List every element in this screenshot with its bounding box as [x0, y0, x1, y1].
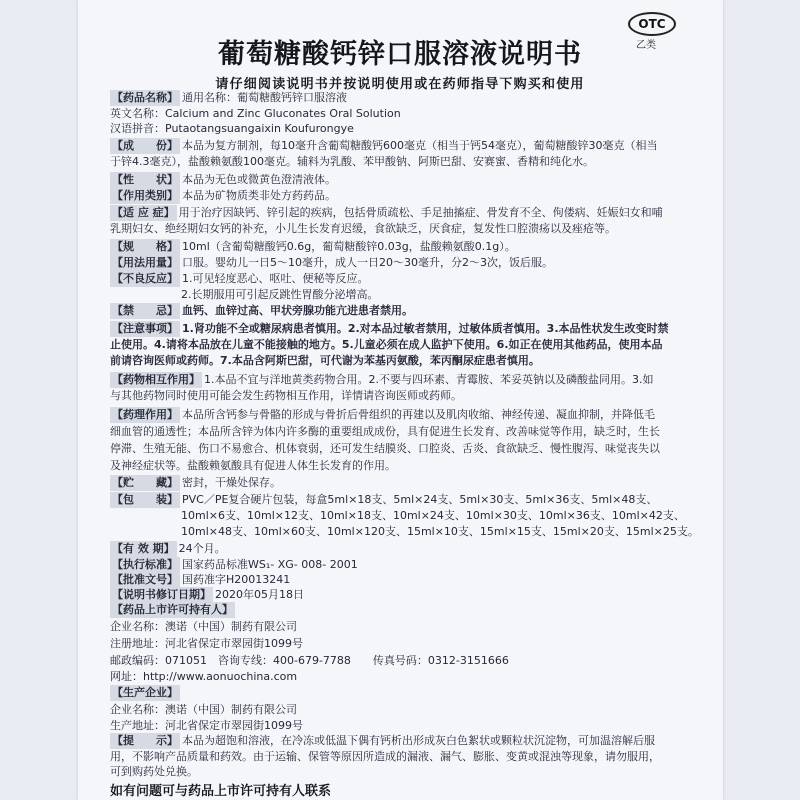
precautions-text-3: 前请咨询医师或药师。7.本品含阿斯巴甜，可代谢为苯基丙氨酸，苯丙酮尿症患者慎用。 — [110, 354, 540, 367]
footer-contact-note: 如有问题可与药品上市许可持有人联系 — [110, 784, 332, 799]
pinyin-name: 汉语拼音：Putaotangsuangaixin Koufurongye — [110, 122, 354, 135]
interactions-text-1: 1.本品不宜与洋地黄类药物合用。2.不要与四环素、青霉胺、苯妥英钠以及磷酸盐同用。3.如 — [204, 373, 654, 386]
spec-row — [110, 239, 516, 255]
pharmacology-text-4: 及神经症状等。盐酸赖氨酸具有促进人体生长发育的作用。 — [110, 459, 396, 472]
otc-badge: OTC — [628, 12, 676, 36]
revision-text: 2020年05月18日 — [215, 588, 304, 601]
adverse-label: 【 不良反应 】 — [110, 271, 180, 287]
indications-text-2: 乳期妇女、绝经期妇女钙的补充，小儿生长发育迟缓，食欲缺乏，厌食症，复发性口腔溃疡以及痤疮等。 — [110, 222, 616, 235]
document-subtitle: 请仔细阅读说明书并按说明使用或在药师指导下购买和使用 — [215, 77, 585, 92]
validity-text: 24个月。 — [178, 542, 226, 555]
manufacturer-heading — [110, 685, 182, 701]
manufacturer-company: 企业名称：澳诺（中国）制药有限公司 — [110, 703, 297, 716]
appearance-row — [110, 172, 336, 188]
spec-text: 10ml（含葡萄糖酸钙0.6g，葡萄糖酸锌0.03g，盐酸赖氨酸0.1g）。 — [182, 240, 516, 253]
manufacturer-address: 生产地址：河北省保定市翠园街1099号 — [110, 719, 303, 732]
notice-label: 【 提 示 】 — [110, 733, 180, 749]
holder-heading — [110, 602, 237, 618]
notice-row — [110, 733, 655, 749]
standard-row — [110, 557, 358, 573]
category-row — [110, 188, 336, 204]
validity-label: 【 有 效 期 】 — [110, 541, 177, 557]
interactions-row — [110, 372, 653, 388]
ingredients-label: 【 成 份 】 — [110, 138, 180, 154]
holder-label: 【 药品上市许可持有人 】 — [110, 602, 235, 618]
interactions-label: 【 药物相互作用 】 — [110, 372, 202, 388]
dosage-row — [110, 255, 553, 271]
storage-label: 【 贮 藏 】 — [110, 475, 180, 491]
generic-name: 通用名称：葡萄糖酸钙锌口服溶液 — [182, 91, 347, 104]
appearance-text: 本品为无色或微黄色澄清液体。 — [182, 173, 336, 186]
package-text-3: 10ml×48支、10ml×60支、10ml×120支、15ml×10支、15ml×15支、15ml×20支、15ml×25支。 — [181, 525, 699, 538]
adverse-text-2: 2.长期服用可引起反跳性胃酸分泌增高。 — [181, 288, 379, 301]
spec-label: 【 规 格 】 — [110, 239, 180, 255]
contraindications-text: 血钙、血锌过高、甲状旁腺功能亢进患者禁用。 — [182, 304, 413, 317]
holder-address: 注册地址：河北省保定市翠园街1099号 — [110, 637, 303, 650]
precautions-text-1: 1.肾功能不全或糖尿病患者慎用。2.对本品过敏者禁用，过敏体质者慎用。3.本品性状发生改变时禁 — [182, 322, 669, 335]
document-title: 葡萄糖酸钙锌口服溶液说明书 — [218, 39, 582, 70]
indications-text-1: 用于治疗因缺钙、锌引起的疾病，包括骨质疏松、手足抽搐症、骨发育不全、佝偻病、妊娠妇女和哺 — [178, 206, 663, 219]
category-text: 本品为矿物质类非处方药药品。 — [182, 189, 336, 202]
notice-text-1: 本品为超饱和溶液，在冷冻或低温下偶有钙析出形成灰白色絮状或颗粒状沉淀物，可加温溶解后服 — [182, 734, 655, 747]
dosage-label: 【 用法用量 】 — [110, 255, 180, 271]
contraindications-row — [110, 303, 413, 319]
standard-text: 国家药品标准WS₁- XG- 008- 2001 — [182, 558, 358, 571]
english-name: 英文名称：Calcium and Zinc Gluconates Oral Solution — [110, 107, 401, 120]
package-row — [110, 492, 657, 508]
revision-row — [110, 587, 304, 603]
ingredients-text-1: 本品为复方制剂，每10毫升含葡萄糖酸钙600毫克（相当于钙54毫克），葡萄糖酸锌30毫克（相当 — [182, 139, 658, 152]
pharmacology-label: 【 药理作用 】 — [110, 407, 180, 423]
validity-row — [110, 541, 226, 557]
pharmacology-text-2: 细血管的通透性；本品所含锌为体内许多酶的重要组成成份，具有促进生长发育、改善味觉等作用，缺乏时，生长 — [110, 425, 660, 438]
approval-label: 【 批准文号 】 — [110, 572, 180, 588]
category-label: 【 作用类别 】 — [110, 188, 180, 204]
holder-website: 网址：http://www.aonuochina.com — [110, 670, 298, 683]
ingredients-text-2: 于锌4.3毫克），盐酸赖氨酸100毫克。辅料为乳酸、苯甲酸钠、阿斯巴甜、安赛蜜、香精和纯化水。 — [110, 155, 594, 168]
pharmacology-text-3: 停滞、生殖无能、伤口不易愈合、机体衰弱，还可发生结膜炎、口腔炎、舌炎、食欲缺乏、慢性腹泻、味觉丧失以 — [110, 442, 660, 455]
pharmacology-row — [110, 407, 655, 423]
holder-company: 企业名称：澳诺（中国）制药有限公司 — [110, 620, 297, 633]
notice-text-3: 可到购药处兑换。 — [110, 765, 198, 778]
storage-text: 密封，干燥处保存。 — [182, 476, 281, 489]
precautions-text-2: 止使用。4.请将本品放在儿童不能接触的地方。5.儿童必须在成人监护下使用。6.如正在使用其他药品，使用本品 — [110, 338, 663, 351]
adverse-text-1: 1.可见轻度恶心、呕吐、便秘等反应。 — [182, 272, 369, 285]
drug-name-row — [110, 90, 347, 106]
interactions-text-2: 与其他药物同时使用可能会发生药物相互作用，详情请咨询医师或药师。 — [110, 389, 462, 402]
contraindications-label: 【 禁 忌 】 — [110, 303, 180, 319]
holder-contact: 邮政编码：071051 咨询专线：400-679-7788 传真号码：0312-3151666 — [110, 654, 509, 667]
storage-row — [110, 475, 281, 491]
adverse-row — [110, 271, 369, 287]
approval-text: 国药准字H20013241 — [182, 573, 291, 586]
otc-class-label: 乙类 — [636, 40, 656, 51]
ingredients-row — [110, 138, 657, 154]
package-label: 【 包 装 】 — [110, 492, 180, 508]
drug-name-label: 【 药品名称 】 — [110, 90, 180, 106]
standard-label: 【 执行标准 】 — [110, 557, 180, 573]
dosage-text: 口服。婴幼儿一日5～10毫升，成人一日20～30毫升，分2～3次，饭后服。 — [182, 256, 553, 269]
indications-row — [110, 205, 663, 221]
notice-text-2: 用，不影响产品质量和药效。由于运输、保管等原因所造成的漏液、漏气、膨胀、变黄或混浊等现象，请勿服用， — [110, 750, 660, 763]
approval-row — [110, 572, 290, 588]
indications-label: 【 适 应 症 】 — [110, 205, 177, 221]
precautions-row — [110, 321, 669, 337]
manufacturer-label: 【 生产企业 】 — [110, 685, 180, 701]
pharmacology-text-1: 本品所含钙参与骨骼的形成与骨折后骨组织的再建以及肌肉收缩、神经传递、凝血抑制，并降低毛 — [182, 408, 655, 421]
revision-label: 【 说明书修订日期 】 — [110, 587, 213, 603]
package-text-2: 10ml×6支、10ml×12支、10ml×18支、10ml×24支、10ml×30支、10ml×36支、10ml×42支、 — [181, 509, 685, 522]
precautions-label: 【 注意事项 】 — [110, 321, 180, 337]
package-text-1: PVC／PE复合硬片包装，每盒5ml×18支、5ml×24支、5ml×30支、5ml×36支、5ml×48支、 — [182, 493, 658, 506]
appearance-label: 【 性 状 】 — [110, 172, 180, 188]
